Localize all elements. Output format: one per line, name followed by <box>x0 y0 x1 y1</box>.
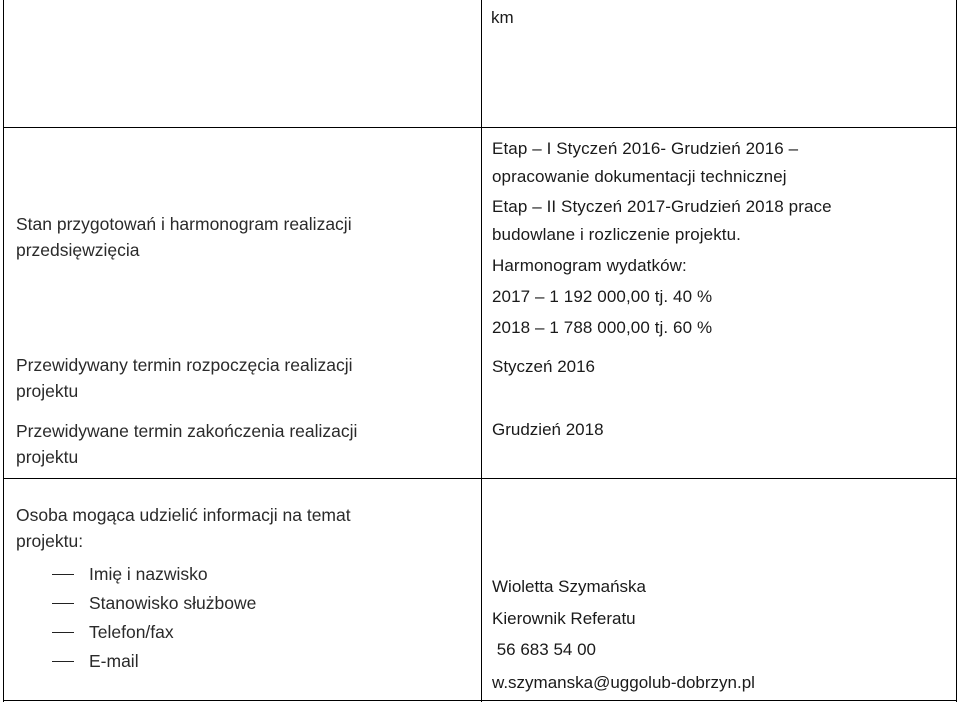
list-dash <box>52 632 74 633</box>
end-label: projektu <box>16 447 79 467</box>
table-border-right <box>956 0 957 702</box>
stan-label: przedsięwzięcia <box>16 240 140 260</box>
etap-1-line: opracowanie dokumentacji technicznej <box>492 167 787 186</box>
contact-label: projektu: <box>16 531 84 551</box>
table-row-divider <box>3 478 957 479</box>
contact-name: Wioletta Szymańska <box>492 577 646 596</box>
wydatek-2018: 2018 – 1 788 000,00 tj. 60 % <box>492 318 713 337</box>
start-value: Styczeń 2016 <box>492 357 596 376</box>
end-label: Przewidywane termin zakończenia realizacji <box>16 421 358 441</box>
stan-label: Stan przygotowań i harmonogram realizacji <box>16 214 352 234</box>
start-label: Przewidywany termin rozpoczęcia realizacji <box>16 355 353 375</box>
etap-1-line: Etap – I Styczeń 2016- Grudzień 2016 – <box>492 139 799 158</box>
etap-2-line: budowlane i rozliczenie projektu. <box>492 225 741 244</box>
top-cell-text: km <box>491 8 514 27</box>
contact-position: Kierownik Referatu <box>492 609 636 628</box>
harmonogram-title: Harmonogram wydatków: <box>492 256 687 275</box>
contact-item: Imię i nazwisko <box>89 564 208 584</box>
list-dash <box>52 574 74 575</box>
contact-item: E-mail <box>89 651 139 671</box>
contact-item: Telefon/fax <box>89 622 174 642</box>
table-row-divider <box>3 127 957 128</box>
table-border-middle <box>481 0 482 702</box>
table-border-bottom <box>3 700 957 701</box>
start-label: projektu <box>16 381 79 401</box>
wydatek-2017: 2017 – 1 192 000,00 tj. 40 % <box>492 287 713 306</box>
etap-2-line: Etap – II Styczeń 2017-Grudzień 2018 prace <box>492 197 832 216</box>
table-border-left <box>3 0 4 702</box>
end-value: Grudzień 2018 <box>492 420 604 439</box>
list-dash <box>52 661 74 662</box>
contact-email[interactable]: w.szymanska@uggolub-dobrzyn.pl <box>492 673 755 692</box>
contact-label: Osoba mogąca udzielić informacji na temat <box>16 505 351 525</box>
contact-phone: 56 683 54 00 <box>492 640 596 659</box>
contact-item: Stanowisko służbowe <box>89 593 257 613</box>
list-dash <box>52 603 74 604</box>
